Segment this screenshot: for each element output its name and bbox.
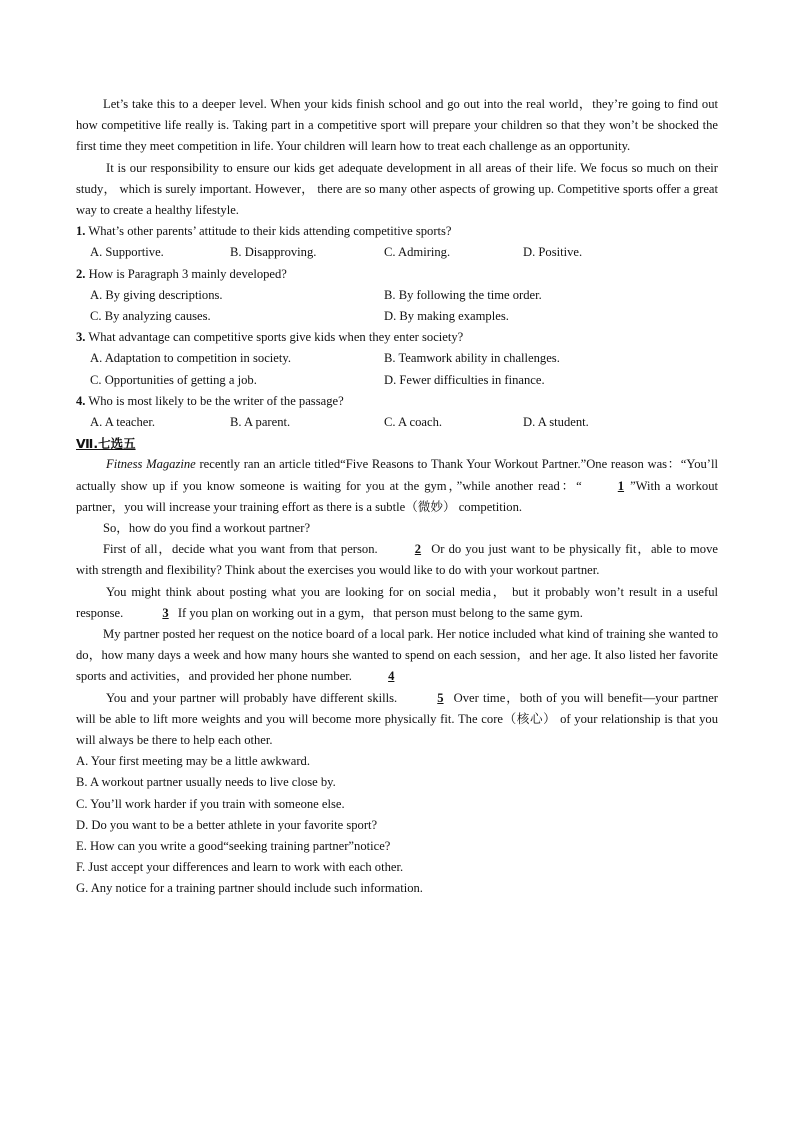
option-c: C. Admiring. <box>384 245 451 260</box>
option-c: C. By analyzing causes. <box>90 309 211 323</box>
option-d: D. A student. <box>523 414 589 429</box>
paragraph-text: Over time，both of you will benefit—your partner will be able to lift more weights and you will become more physically fit. The core（核心） of your relationship is that you will always be there to help each other. <box>76 690 718 747</box>
paragraph-text: recently ran an article titled“Five Reasons to Thank Your Workout Partner.”One reason was：“You’ll actually show up if you know someone is waiting for you at the gym，”while another read：“ <box>76 457 718 493</box>
option-a: A. By giving descriptions. <box>90 287 223 302</box>
option-d: D. Positive. <box>523 245 583 260</box>
choice-f: F. Just accept your differences and learn to work with each other. <box>76 860 404 875</box>
question-text: Who is most likely to be the writer of the passage? <box>85 393 344 408</box>
question-number: 1. <box>76 224 86 239</box>
option-d: D. Fewer difficulties in finance. <box>384 372 545 387</box>
choice-e: E. How can you write a good“seeking training partner”notice? <box>76 839 391 854</box>
option-b: B. By following the time order. <box>384 287 542 302</box>
paragraph-text: ”With a workout partner，you will increase your training effort as there is a subtle（微妙） competition. <box>76 478 718 514</box>
option-a: A. A teacher. <box>90 414 156 429</box>
blank-4: 4 <box>388 669 395 684</box>
magazine-title: Fitness Magazine <box>106 457 196 472</box>
blank-3: 3 <box>162 605 169 620</box>
option-a: A. Adaptation to competition in society. <box>90 351 292 366</box>
cloze-paragraph <box>76 688 718 752</box>
choices-list <box>76 751 718 899</box>
choice-d: D. Do you want to be a better athlete in your favorite sport? <box>76 817 378 832</box>
paragraph-text: You and your partner will probably have different skills. <box>106 690 402 705</box>
option-b: B. Disapproving. <box>230 245 317 260</box>
choice-b: B. A workout partner usually needs to live close by. <box>76 775 336 790</box>
blank-5: 5 <box>437 690 444 705</box>
question-text: How is Paragraph 3 mainly developed? <box>85 266 287 281</box>
paragraph-text: If you plan on working out in a gym，that person must belong to the same gym. <box>174 605 583 620</box>
choice-c: C. You’ll work harder if you train with someone else. <box>76 796 345 811</box>
option-d: D. By making examples. <box>384 309 509 323</box>
cloze-paragraph <box>76 624 718 688</box>
option-b: B. Teamwork ability in challenges. <box>384 351 560 366</box>
document-page <box>76 94 718 900</box>
question-number: 4. <box>76 393 86 408</box>
blank-1: 1 <box>617 478 625 493</box>
option-c: C. A coach. <box>384 414 443 429</box>
paragraph-text: You might think about posting what you are looking for on social media， but it probably won’t result in a useful response. <box>76 584 718 620</box>
choice-g: G. Any notice for a training partner should include such information. <box>76 881 423 896</box>
paragraph-text: First of all，decide what you want from that person. <box>103 542 382 557</box>
question-text: What advantage can competitive sports give kids when they enter society? <box>85 330 464 345</box>
question-1 <box>76 221 718 263</box>
option-c: C. Opportunities of getting a job. <box>90 372 257 387</box>
cloze-paragraph <box>76 454 718 518</box>
cloze-paragraph <box>76 582 718 624</box>
passage-paragraph: Let’s take this to a deeper level. When your kids finish school and go out into the real world，they’re going to find out how competitive life really is. Taking part in a competitive sport will prepare your children so that they won’t be shocked the first time they meet competition in life. Your children will learn how to treat each challenge as an opportunity. <box>76 97 718 154</box>
question-4 <box>76 391 718 433</box>
cloze-paragraph <box>76 539 718 581</box>
question-number: 2. <box>76 266 86 281</box>
question-2 <box>76 264 718 328</box>
question-number: 3. <box>76 330 86 345</box>
paragraph-text: My partner posted her request on the notice board of a local park. Her notice included what kind of training she wanted to do，how many days a week and how many hours she wanted to spend on each session，and her age. It also listed her favorite sports and activities，and provided her phone number. <box>76 626 718 684</box>
section-title: Ⅶ.七选五 <box>76 436 136 452</box>
question-text: What’s other parents’ attitude to their kids attending competitive sports? <box>85 224 452 239</box>
cloze-paragraph: So，how do you find a workout partner? <box>103 520 311 535</box>
passage-paragraph: It is our responsibility to ensure our kids get adequate development in all areas of their life. We focus so much on their study， which is surely important. However， there are so many other aspects of growing up. Competitive sports offer a great way to create a healthy lifestyle. <box>76 160 718 218</box>
paragraph-text: Or do you just want to be physically fit，able to move with strength and flexibility? Think about the exercises you would like to do with your workout partner. <box>76 542 718 578</box>
option-b: B. A parent. <box>230 414 291 429</box>
question-3 <box>76 327 718 391</box>
blank-2: 2 <box>414 542 422 557</box>
choice-a: A. Your first meeting may be a little awkward. <box>76 754 310 769</box>
option-a: A. Supportive. <box>90 245 164 260</box>
